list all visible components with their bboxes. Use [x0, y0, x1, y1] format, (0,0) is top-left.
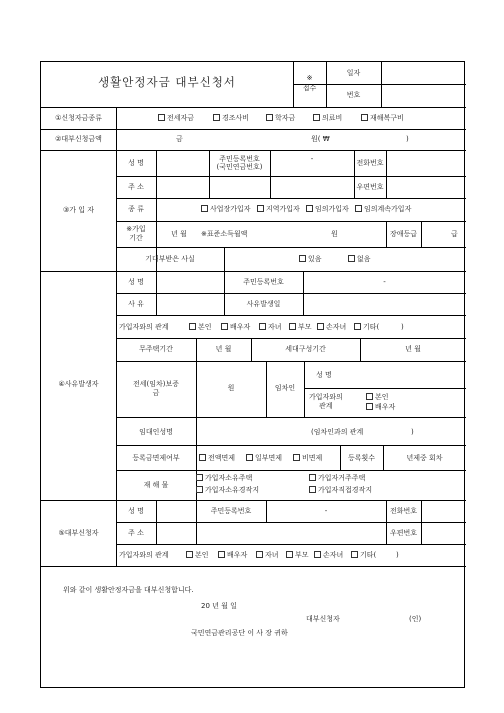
borrower-postcode-field[interactable]	[422, 523, 465, 543]
event-relation-parent[interactable]: 부모	[289, 323, 312, 332]
subscriber-postcode-field[interactable]	[387, 177, 465, 197]
landlord-relation-close: )	[411, 428, 414, 436]
deposit-label-2: 금	[152, 389, 160, 397]
borrower-name-field[interactable]	[157, 501, 195, 521]
loan-amount-field[interactable]	[191, 131, 306, 148]
borrower-phone-field[interactable]	[422, 501, 465, 521]
no-house-period-label: 무주택기간	[139, 345, 173, 353]
disaster-owned-house[interactable]: 가입자소유주택	[196, 474, 252, 483]
landlord-name-field[interactable]	[197, 418, 307, 444]
subscriber-income-label: ※표준소득월액	[201, 230, 248, 238]
reg-fee-full-exempt[interactable]: 전액면제	[199, 454, 235, 463]
declaration-recipient: 국민연금관리공단 이 사 장 귀하	[191, 629, 288, 637]
renter-relation-label: 가입자와의	[309, 393, 343, 401]
borrower-relation-parent[interactable]: 부모	[286, 551, 309, 560]
subscriber-rrn-label: 주민등록번호	[219, 155, 260, 163]
event-rrn-label: 주민등록번호	[243, 278, 284, 286]
disaster-cultivated-farmland[interactable]: 가입자직접경작지	[309, 486, 372, 495]
subscriber-address-field[interactable]	[157, 177, 353, 197]
loan-type-option-disaster[interactable]: 재해복구비	[361, 114, 404, 123]
borrower-address-label: 주 소	[128, 529, 144, 537]
renter-relation-spouse[interactable]: 배우자	[366, 403, 395, 412]
disaster-owned-farmland[interactable]: 가입자소유경작지	[196, 486, 259, 495]
renter-relation-self[interactable]: 본인	[366, 393, 389, 402]
borrower-relation-child[interactable]: 자녀	[256, 551, 279, 560]
borrower-relation-spouse[interactable]: 배우자	[218, 551, 247, 560]
event-person-section-label: ④사유발생자	[58, 380, 99, 388]
reg-fee-partial-exempt[interactable]: 일부면제	[246, 454, 282, 463]
disaster-residence-house[interactable]: 가입자거주주택	[309, 474, 365, 483]
loan-amount-label: ②대부신청금액	[55, 135, 102, 143]
subscriber-type-workplace[interactable]: 사업장가입자	[201, 205, 251, 214]
event-relation-label: 가입자와의 관계	[119, 323, 169, 331]
borrower-relation-label: 가입자와의 관계	[119, 551, 169, 559]
renter-label: 임차인	[274, 384, 296, 392]
disaster-property-label: 재 해 물	[143, 481, 169, 489]
subscriber-type-voluntary[interactable]: 임의가입자	[306, 205, 349, 214]
loan-type-option-tuition[interactable]: 학자금	[266, 114, 295, 123]
renter-relation-label-2: 관계	[319, 402, 333, 410]
event-date-label: 사유발생일	[246, 300, 281, 308]
household-period-label: 세대구성기간	[285, 345, 326, 353]
loan-application-form	[40, 61, 465, 688]
loan-amount-close: )	[406, 135, 409, 143]
prior-loan-label: 기대부받은 사실	[145, 255, 195, 263]
borrower-phone-label: 전화번호	[389, 507, 418, 515]
subscriber-type-voluntary-continued[interactable]: 임의계속가입자	[355, 205, 411, 214]
renter-name-label: 성 명	[316, 371, 332, 379]
reg-count-field[interactable]: 년제중 회차	[406, 454, 443, 462]
subscriber-type-label: 종 류	[128, 205, 144, 213]
loan-type-label: ①신청자금종류	[55, 114, 102, 122]
event-reason-label: 사 유	[128, 300, 144, 308]
subscriber-postcode-label: 우편번호	[356, 183, 384, 191]
declaration-applicant-field[interactable]	[351, 612, 406, 626]
subscriber-name-label: 성 명	[128, 159, 144, 167]
loan-type-option-medical[interactable]: 의료비	[313, 114, 342, 123]
reg-count-label: 등록횟수	[347, 454, 376, 462]
receipt-date-label: 일자	[346, 69, 361, 77]
form-title: 생활안정자금 대부신청서	[98, 75, 236, 89]
loan-type-option-jeonse[interactable]: 전세자금	[158, 114, 194, 123]
subscriber-rrn-field[interactable]: -	[310, 155, 314, 163]
subscriber-period-label-2: 기간	[129, 234, 143, 242]
subscriber-section-label: ③가 입 자	[62, 206, 94, 214]
landlord-relation-label: (임차인과의 관계	[311, 428, 364, 436]
receipt-number-label: 번호	[346, 91, 361, 99]
receipt-mark: ※	[306, 74, 313, 82]
declaration-seal: (인)	[409, 615, 422, 623]
subscriber-address-label: 주 소	[128, 183, 144, 191]
reg-fee-label: 등록금면제여부	[132, 454, 180, 462]
borrower-relation-other-close: )	[396, 551, 399, 559]
reg-fee-not-exempt[interactable]: 비면제	[293, 454, 322, 463]
subscriber-income-unit: 원	[331, 230, 338, 238]
no-house-period-field[interactable]: 년 월	[215, 345, 232, 353]
borrower-name-label: 성 명	[128, 507, 144, 515]
event-relation-child[interactable]: 자녀	[259, 323, 282, 332]
subscriber-period-label: ※가입	[126, 225, 146, 233]
loan-amount-prefix: 금	[176, 135, 183, 143]
event-reason-field[interactable]	[157, 294, 223, 314]
deposit-unit: 원	[227, 384, 235, 392]
event-date-field[interactable]	[304, 294, 465, 314]
deposit-field[interactable]	[197, 362, 257, 416]
deposit-label: 전세(임차)보증	[132, 380, 180, 388]
event-relation-self[interactable]: 본인	[189, 323, 212, 332]
borrower-relation-grandchild[interactable]: 손자녀	[314, 551, 343, 560]
receipt-date-field[interactable]	[382, 63, 465, 83]
declaration-date[interactable]: 20 년 월 일	[201, 602, 237, 610]
event-relation-other-close: )	[401, 323, 404, 331]
event-relation-grandchild[interactable]: 손자녀	[317, 323, 346, 332]
renter-name-field[interactable]	[361, 362, 465, 387]
receipt-label: 접수	[302, 84, 317, 92]
borrower-postcode-label: 우편번호	[389, 529, 418, 537]
event-name-field[interactable]	[157, 272, 223, 292]
borrower-relation-other[interactable]: 기타(	[351, 551, 376, 560]
loan-type-option-family-event[interactable]: 경조사비	[213, 114, 249, 123]
household-period-field[interactable]: 년 월	[405, 345, 421, 353]
subscriber-type-regional[interactable]: 지역가입자	[257, 205, 300, 214]
event-relation-other[interactable]: 기타(	[354, 323, 379, 332]
borrower-rrn-field[interactable]: -	[324, 507, 328, 515]
subscriber-disability-unit: 급	[451, 230, 458, 238]
subscriber-income-field[interactable]	[263, 223, 329, 245]
subscriber-phone-field[interactable]	[387, 151, 465, 175]
borrower-address-field[interactable]	[157, 523, 385, 543]
event-name-label: 성 명	[128, 278, 144, 286]
landlord-label: 임대인성명	[139, 428, 173, 436]
borrower-section-label: ⑤대부신청자	[58, 529, 99, 537]
declaration-statement: 위와 같이 생활안정자금을 대부신청합니다.	[63, 586, 194, 594]
subscriber-name-field[interactable]	[157, 151, 208, 175]
subscriber-disability-label: 장애등급	[389, 230, 418, 238]
declaration-applicant-label: 대부신청자	[306, 615, 340, 623]
subscriber-phone-label: 전화번호	[356, 159, 384, 167]
borrower-relation-self[interactable]: 본인	[186, 551, 209, 560]
subscriber-pension-number-label: (국민연금번호)	[216, 163, 263, 171]
event-relation-spouse[interactable]: 배우자	[221, 323, 250, 332]
subscriber-period-field[interactable]: 년 월	[171, 230, 187, 238]
receipt-number-field[interactable]	[382, 85, 465, 106]
prior-loan-yes[interactable]: 있음	[299, 255, 322, 264]
prior-loan-no[interactable]: 없음	[348, 255, 371, 264]
borrower-rrn-label: 주민등록번호	[210, 507, 252, 515]
loan-amount-won: 원( ₩	[311, 135, 330, 143]
event-rrn-field[interactable]: -	[383, 278, 386, 286]
